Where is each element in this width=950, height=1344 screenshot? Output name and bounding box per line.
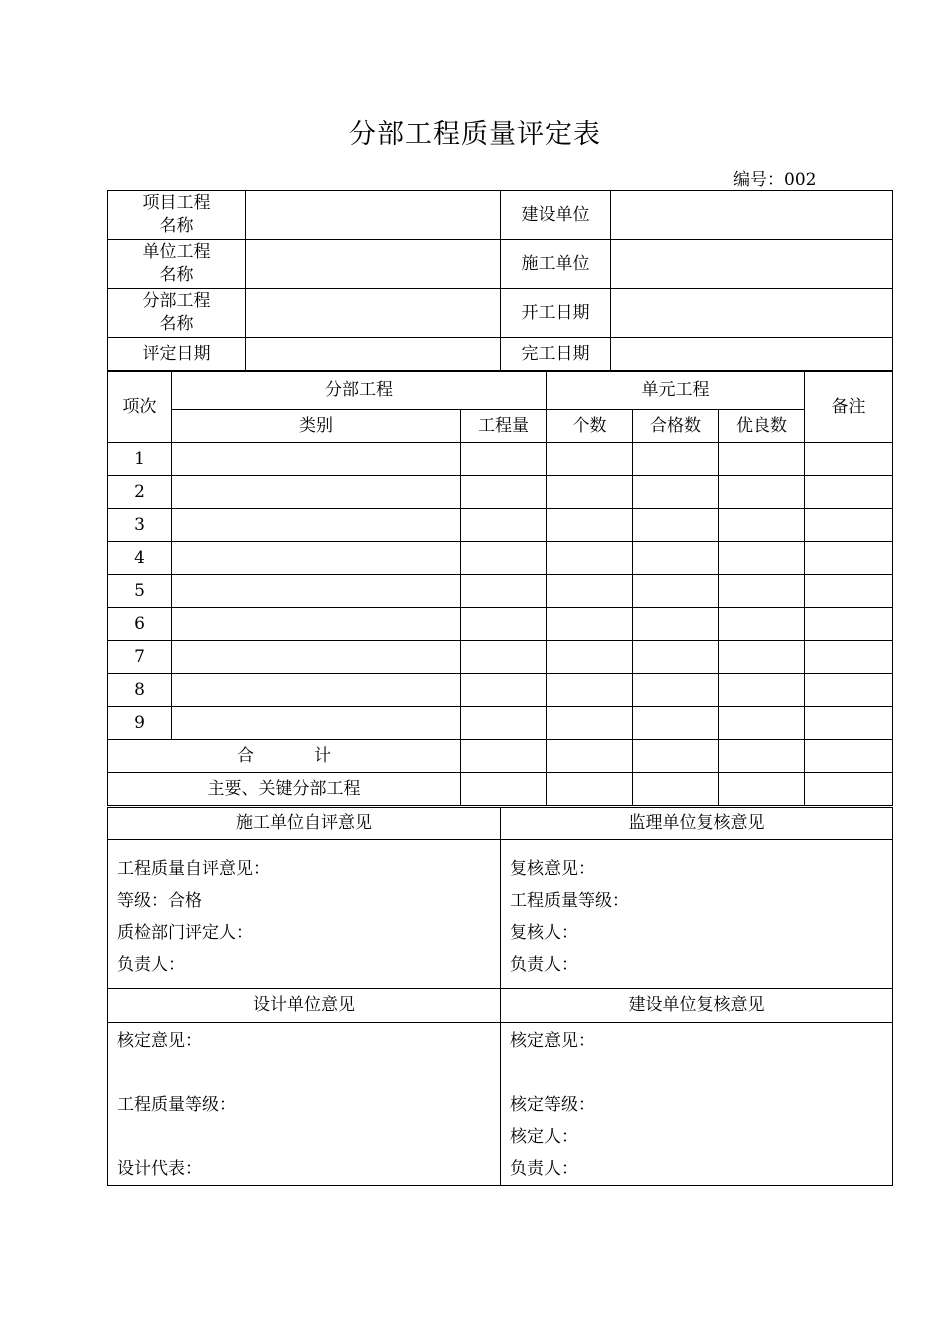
item-qualified[interactable] <box>633 542 719 575</box>
item-remarks[interactable] <box>805 608 893 641</box>
item-category[interactable] <box>172 608 461 641</box>
col-quantity-header: 工程量 <box>461 410 547 443</box>
key-excellent[interactable] <box>719 773 805 806</box>
design-line: 设计代表： <box>117 1159 202 1179</box>
item-remarks[interactable] <box>805 641 893 674</box>
item-excellent[interactable] <box>719 641 805 674</box>
total-qualified[interactable] <box>633 740 719 773</box>
item-excellent[interactable] <box>719 707 805 740</box>
item-qualified[interactable] <box>633 476 719 509</box>
item-number: 7 <box>108 641 172 674</box>
item-count[interactable] <box>547 476 633 509</box>
design-line: 核定意见： <box>117 1031 202 1051</box>
item-category[interactable] <box>172 707 461 740</box>
item-excellent[interactable] <box>719 575 805 608</box>
start-date-label: 开工日期 <box>501 289 611 338</box>
item-excellent[interactable] <box>719 542 805 575</box>
item-quantity[interactable] <box>461 509 547 542</box>
item-count[interactable] <box>547 641 633 674</box>
item-count[interactable] <box>547 575 633 608</box>
item-row <box>108 641 893 674</box>
col-remarks-header: 备注 <box>805 372 893 443</box>
item-row <box>108 575 893 608</box>
item-row <box>108 608 893 641</box>
owner-opinion-header: 建设单位复核意见 <box>501 989 893 1023</box>
item-count[interactable] <box>547 542 633 575</box>
item-quantity[interactable] <box>461 608 547 641</box>
design-line <box>117 1121 500 1153</box>
owner-line <box>510 1057 892 1089</box>
eval-date-value[interactable] <box>246 338 501 371</box>
supervisor-line: 负责人： <box>510 955 578 975</box>
supervisor-line: 工程质量等级： <box>510 891 629 911</box>
contractor-label: 施工单位 <box>501 240 611 289</box>
eval-date-label: 评定日期 <box>108 338 246 371</box>
owner-line: 负责人： <box>510 1159 578 1179</box>
contractor-line: 工程质量自评意见： <box>117 859 270 879</box>
item-qualified[interactable] <box>633 674 719 707</box>
item-count[interactable] <box>547 707 633 740</box>
project-name-label: 项目工程 名称 <box>108 191 246 240</box>
item-number: 6 <box>108 608 172 641</box>
item-row <box>108 443 893 476</box>
item-qualified[interactable] <box>633 641 719 674</box>
form-title: 分部工程质量评定表 <box>349 119 601 150</box>
design-opinion-header: 设计单位意见 <box>108 989 501 1023</box>
contractor-value[interactable] <box>611 240 893 289</box>
finish-date-value[interactable] <box>611 338 893 371</box>
item-excellent[interactable] <box>719 509 805 542</box>
item-number: 3 <box>108 509 172 542</box>
item-row <box>108 509 893 542</box>
builder-label: 建设单位 <box>501 191 611 240</box>
item-quantity[interactable] <box>461 575 547 608</box>
item-remarks[interactable] <box>805 443 893 476</box>
owner-line: 核定人： <box>510 1127 578 1147</box>
total-label: 合 计 <box>108 740 461 773</box>
item-number: 9 <box>108 707 172 740</box>
col-item-header: 项次 <box>108 372 172 443</box>
item-excellent[interactable] <box>719 443 805 476</box>
total-quantity[interactable] <box>461 740 547 773</box>
item-excellent[interactable] <box>719 674 805 707</box>
col-qualified-header: 合格数 <box>633 410 719 443</box>
item-quantity[interactable] <box>461 707 547 740</box>
item-number: 4 <box>108 542 172 575</box>
total-excellent[interactable] <box>719 740 805 773</box>
supervisor-opinion-body[interactable] <box>501 840 893 989</box>
item-number: 5 <box>108 575 172 608</box>
item-remarks[interactable] <box>805 674 893 707</box>
contractor-line: 负责人： <box>117 955 185 975</box>
builder-value[interactable] <box>611 191 893 240</box>
item-count[interactable] <box>547 443 633 476</box>
unit-name-value[interactable] <box>246 240 501 289</box>
key-qualified[interactable] <box>633 773 719 806</box>
item-number: 2 <box>108 476 172 509</box>
col-sub-group-header: 分部工程 <box>172 372 547 410</box>
item-category[interactable] <box>172 575 461 608</box>
item-remarks[interactable] <box>805 476 893 509</box>
key-remarks[interactable] <box>805 773 893 806</box>
item-category[interactable] <box>172 542 461 575</box>
item-qualified[interactable] <box>633 443 719 476</box>
item-remarks[interactable] <box>805 575 893 608</box>
item-qualified[interactable] <box>633 509 719 542</box>
contractor-line: 质检部门评定人： <box>117 923 253 943</box>
item-category[interactable] <box>172 476 461 509</box>
item-qualified[interactable] <box>633 575 719 608</box>
item-count[interactable] <box>547 608 633 641</box>
item-count[interactable] <box>547 509 633 542</box>
items-table <box>107 371 893 806</box>
col-unit-group-header: 单元工程 <box>547 372 805 410</box>
col-category-header: 类别 <box>172 410 461 443</box>
item-number: 8 <box>108 674 172 707</box>
design-line: 工程质量等级： <box>117 1095 236 1115</box>
unit-name-label: 单位工程 名称 <box>108 240 246 289</box>
item-quantity[interactable] <box>461 641 547 674</box>
supervisor-line: 复核人： <box>510 923 578 943</box>
item-category[interactable] <box>172 443 461 476</box>
item-quantity[interactable] <box>461 542 547 575</box>
owner-line: 核定等级： <box>510 1095 595 1115</box>
item-excellent[interactable] <box>719 476 805 509</box>
item-excellent[interactable] <box>719 608 805 641</box>
item-remarks[interactable] <box>805 707 893 740</box>
item-quantity[interactable] <box>461 674 547 707</box>
item-row <box>108 476 893 509</box>
finish-date-label: 完工日期 <box>501 338 611 371</box>
item-category[interactable] <box>172 509 461 542</box>
item-category[interactable] <box>172 674 461 707</box>
col-count-header: 个数 <box>547 410 633 443</box>
document-number: 编号：002 <box>733 170 817 190</box>
contractor-opinion-header: 施工单位自评意见 <box>108 808 501 840</box>
supervisor-opinion-header: 监理单位复核意见 <box>501 808 893 840</box>
owner-opinion-body[interactable] <box>501 1023 893 1186</box>
design-opinion-body[interactable] <box>108 1023 501 1186</box>
item-count[interactable] <box>547 674 633 707</box>
opinions-table <box>107 807 893 1186</box>
contractor-opinion-body[interactable] <box>108 840 501 989</box>
start-date-value[interactable] <box>611 289 893 338</box>
key-count[interactable] <box>547 773 633 806</box>
item-row <box>108 707 893 740</box>
col-excellent-header: 优良数 <box>719 410 805 443</box>
item-remarks[interactable] <box>805 542 893 575</box>
contractor-line: 等级：合格 <box>117 891 202 911</box>
item-qualified[interactable] <box>633 608 719 641</box>
item-quantity[interactable] <box>461 443 547 476</box>
design-line <box>117 1057 500 1089</box>
sub-name-value[interactable] <box>246 289 501 338</box>
project-name-value[interactable] <box>246 191 501 240</box>
key-quantity[interactable] <box>461 773 547 806</box>
item-row <box>108 542 893 575</box>
item-number: 1 <box>108 443 172 476</box>
item-category[interactable] <box>172 641 461 674</box>
item-quantity[interactable] <box>461 476 547 509</box>
sub-name-label: 分部工程 名称 <box>108 289 246 338</box>
key-sub-label: 主要、关键分部工程 <box>108 773 461 806</box>
info-table <box>107 190 893 371</box>
item-remarks[interactable] <box>805 509 893 542</box>
owner-line: 核定意见： <box>510 1031 595 1051</box>
supervisor-line: 复核意见： <box>510 859 595 879</box>
total-count[interactable] <box>547 740 633 773</box>
item-row <box>108 674 893 707</box>
total-remarks[interactable] <box>805 740 893 773</box>
item-qualified[interactable] <box>633 707 719 740</box>
